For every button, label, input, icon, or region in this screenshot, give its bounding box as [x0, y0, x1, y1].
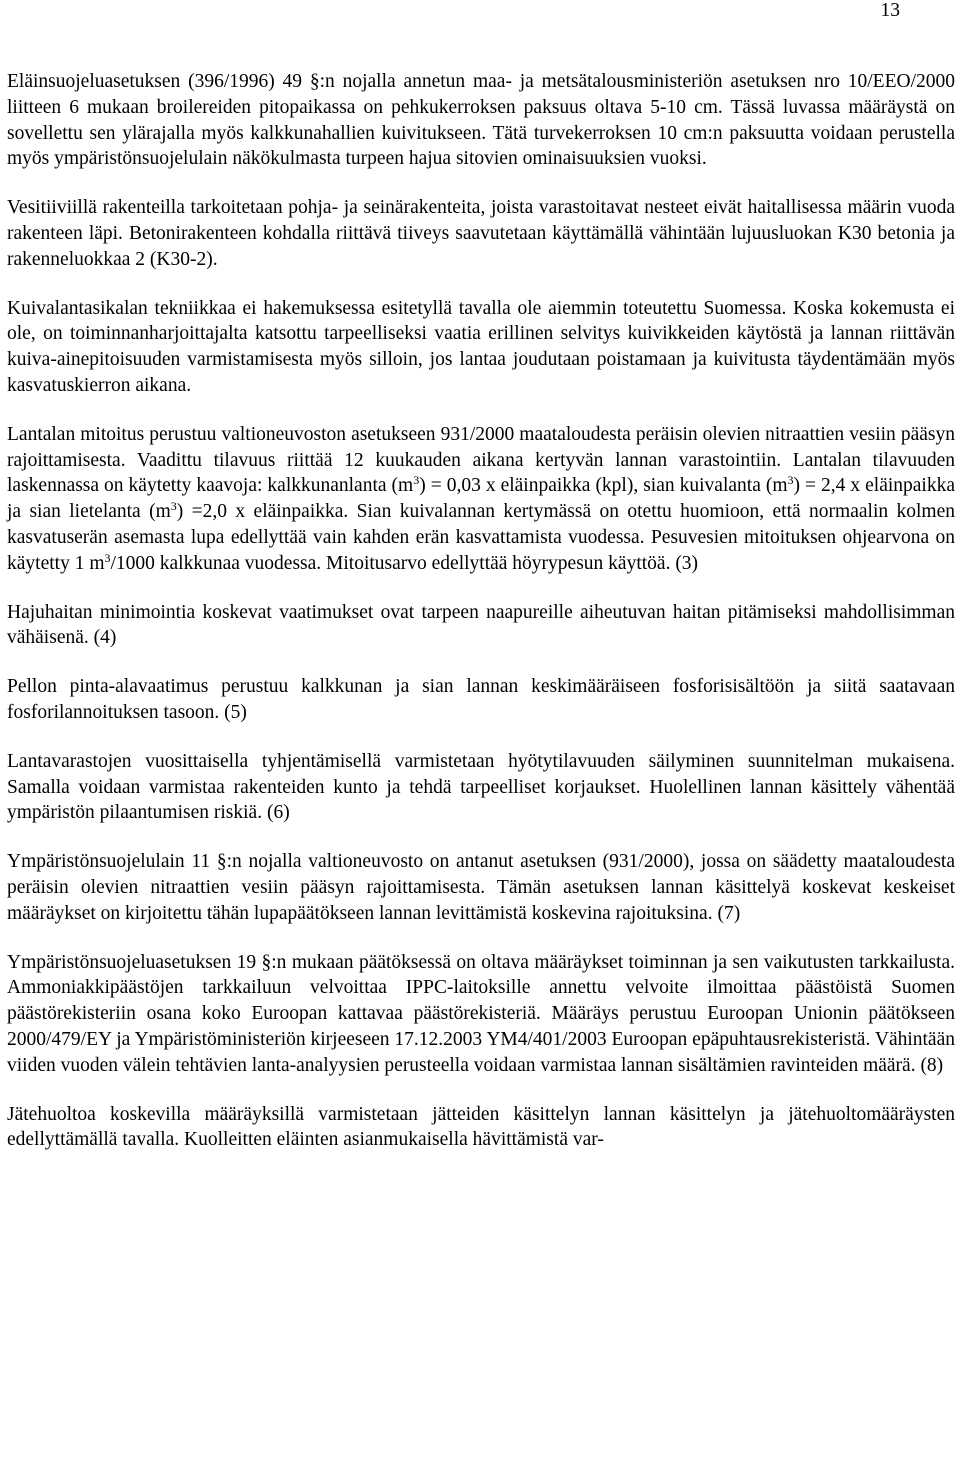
paragraph-manure-storage-sizing: [7, 422, 955, 577]
paragraph-field-area: Pellon pinta-alavaatimus perustuu kalkkunan ja sian lannan keskimääräiseen fosforisisältöön ja siitä saatavaan fosforilannoituksen tasoon. (5): [7, 676, 955, 723]
text-fragment: /1000 kalkkunaa vuodessa. Mitoitusarvo edellyttää höyrypesun käyttöä. (3): [110, 552, 699, 574]
superscript: 3: [787, 473, 794, 488]
document-body: [7, 69, 955, 1176]
paragraph-dry-manure-technique: Kuivalantasikalan tekniikkaa ei hakemuksessa esitetyllä tavalla ole aiemmin toteutettu Suomessa. Koska kokemusta ei ole, on toiminnanharjoittajalta katsottu tarpeelliseksi vaatia erillinen selvitys kuivikkeiden käytöstä ja lannan riittävän kuiva-ainepitoisuuden varmistamisesta myös silloin, jos lantaa joudutaan poistamaan ja kuivitusta täydentämään myös kasvatuskierron aikana.: [7, 297, 955, 396]
superscript: 3: [413, 473, 420, 488]
paragraph-watertight-structures: Vesitiiviillä rakenteilla tarkoitetaan pohja- ja seinärakenteita, joista varastoitavat nesteet eivät haitallisessa määrin vuoda rakenteen läpi. Betonirakenteen kohdalla riittävä tiiveys saavutetaan käyttämällä vähintään lujuusluokan K30 betonia ja rakenneluokkaa 2 (K30-2).: [7, 197, 955, 270]
paragraph-nitrate-decree: Ympäristönsuojelulain 11 §:n nojalla valtioneuvosto on antanut asetuksen (931/2000), jossa on säädetty maataloudesta peräisin olevien nitraattien vesiin pääsyn rajoittamisesta. Tämän asetuksen lannan käsittelyä koskevat keskeiset määräykset on kirjoitettu tähän lupapäätökseen lannan levittämistä koskevina rajoituksina. (7): [7, 851, 955, 924]
text-fragment: ) = 0,03 x eläinpaikka (kpl), sian kuivalanta (m: [419, 475, 788, 497]
superscript: 3: [170, 499, 177, 514]
paragraph-odour-nuisance: Hajuhaitan minimointia koskevat vaatimukset ovat tarpeen naapureille aiheutuvan haitan pitämiseksi mahdollisimman vähäisenä. (4): [7, 601, 955, 649]
text-fragment: Lantalan mitoitus perustuu valtioneuvoston asetukseen 931/2000 maataloudesta peräisin olevien nitraattien vesiin pääsyn rajoittamisesta. Vaadittu tilavuus riittää 12 kuukauden aikana kertyvän lannan varastointiin. Lantalan tilavuuden laskennassa on käytetty kaavoja: kalkkunanlanta (m: [7, 423, 955, 497]
text-fragment: ) =2,0 x eläinpaikka. Sian kuivalannan kertymässä on otettu huomioon, että normaalin kolmen kasvatuserän asemasta lupa edellyttää vain kahden erän kasvattamista vuodessa. Pesuvesien mitoituksen ohjearvona on käytetty 1 m: [7, 501, 955, 574]
page-number: 13: [880, 0, 900, 21]
paragraph-bedding: Eläinsuojeluasetuksen (396/1996) 49 §:n nojalla annetun maa- ja metsätalousministeriön asetuksen nro 10/EEO/2000 liitteen 6 mukaan broilereiden pitopaikassa on pehkukerroksen paksuus oltava 5-10 cm. Tässä luvassa määräystä on sovellettu sen ylärajalla myös kalkkunahallien kuivitukseen. Tätä turvekerroksen 10 cm:n paksuutta voidaan perustella myös ympäristönsuojelulain näkökulmasta turpeen hajua sitovien ominaisuuksien vuoksi.: [7, 71, 955, 170]
paragraph-waste-management: Jätehuoltoa koskevilla määräyksillä varmistetaan jätteiden käsittelyn lannan käsittelyn ja jätehuoltomääräysten edellyttämällä tavalla. Kuolleitten eläinten asianmukaisella hävittämistä var-: [7, 1103, 955, 1151]
superscript: 3: [104, 550, 111, 565]
paragraph-monitoring: Ympäristönsuojeluasetuksen 19 §:n mukaan päätöksessä on oltava määräykset toiminnan ja sen vaikutusten tarkkailusta. Ammoniakkipäästöjen tarkkailuun velvoittaa IPPC-laitoksille annettu velvoite ilmoittaa päästöistä Suomen päästörekisteriin osana koko Euroopan kattavaa päästörekisteriä. Määräys perustuu Euroopan Unionin päätökseen 2000/479/EY ja Ympäristöministeriön kirjeeseen 17.12.2003 YM4/401/2003 Euroopan epäpuhtausrekisteristä. Vähintään viiden vuoden välein tehtävien lanta-analyysien perusteella voidaan varmistaa lannan sisältämien ravinteiden määrä. (8): [7, 951, 955, 1076]
text-fragment: ) = 2,4 x eläinpaikka ja sian lietelanta (m: [7, 475, 956, 523]
paragraph-annual-emptying: Lantavarastojen vuosittaisella tyhjentämisellä varmistetaan hyötytilavuuden säilyminen suunnitelman mukaisena. Samalla voidaan varmistaa rakenteiden kunto ja tehdä tarpeelliset korjaukset. Huolellinen lannan käsittely vähentää ympäristön pilaantumisen riskiä. (6): [7, 750, 955, 824]
